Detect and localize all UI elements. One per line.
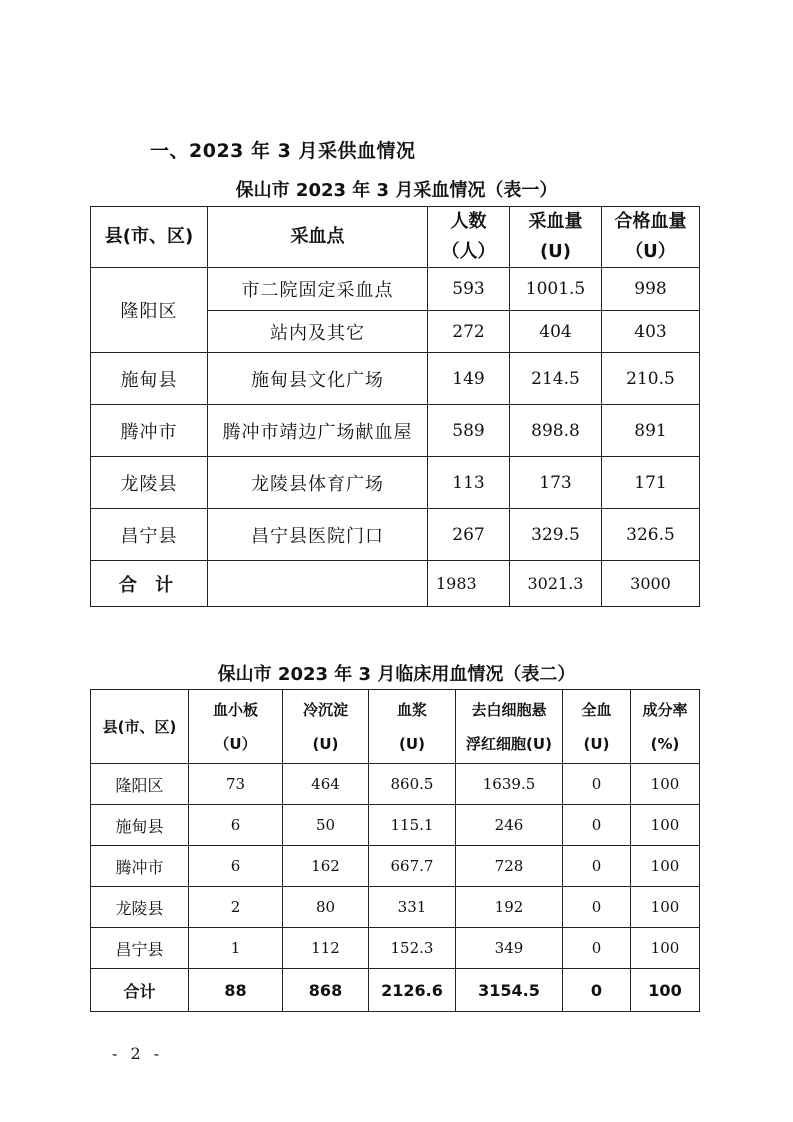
total-platelet: 88 bbox=[189, 969, 283, 1012]
table2-total-row bbox=[91, 969, 700, 1012]
plasma-cell: 115.1 bbox=[369, 805, 456, 846]
plasma-cell: 152.3 bbox=[369, 928, 456, 969]
county-cell: 龙陵县 bbox=[91, 887, 189, 928]
table-row bbox=[91, 887, 700, 928]
clinical-blood-use-table bbox=[90, 689, 700, 1012]
site-cell: 腾冲市靖边广场献血屋 bbox=[208, 405, 428, 457]
header-qualified-line2: （U） bbox=[625, 241, 676, 262]
table-row bbox=[91, 405, 700, 457]
plasma-cell: 667.7 bbox=[369, 846, 456, 887]
people-cell: 589 bbox=[428, 405, 510, 457]
cryo-cell: 464 bbox=[283, 764, 369, 805]
ratio-cell: 100 bbox=[631, 805, 700, 846]
qualified-cell: 171 bbox=[602, 457, 700, 509]
header-collected bbox=[510, 207, 602, 268]
total-ratio: 100 bbox=[631, 969, 700, 1012]
ratio-cell: 100 bbox=[631, 764, 700, 805]
table-row bbox=[91, 509, 700, 561]
header-whole bbox=[563, 690, 631, 764]
table-row bbox=[91, 928, 700, 969]
platelet-cell: 73 bbox=[189, 764, 283, 805]
header-plasma-line2: (U) bbox=[399, 734, 425, 753]
total-label: 合 计 bbox=[91, 561, 208, 607]
whole-cell: 0 bbox=[563, 764, 631, 805]
ratio-cell: 100 bbox=[631, 928, 700, 969]
county-cell: 腾冲市 bbox=[91, 405, 208, 457]
ratio-cell: 100 bbox=[631, 846, 700, 887]
total-cryo: 868 bbox=[283, 969, 369, 1012]
county-cell: 施甸县 bbox=[91, 805, 189, 846]
header-cryo-line2: (U) bbox=[312, 734, 339, 753]
site-cell: 市二院固定采血点 bbox=[208, 268, 428, 311]
county-cell: 腾冲市 bbox=[91, 846, 189, 887]
table-row bbox=[91, 846, 700, 887]
total-plasma: 2126.6 bbox=[369, 969, 456, 1012]
header-platelet bbox=[189, 690, 283, 764]
people-cell: 272 bbox=[428, 311, 510, 353]
header-ratio-line2: (%) bbox=[650, 734, 680, 753]
header-site: 采血点 bbox=[208, 207, 428, 268]
header-whole-line1: 全血 bbox=[581, 700, 612, 719]
header-county: 县(市、区) bbox=[91, 207, 208, 268]
header-rbc bbox=[456, 690, 563, 764]
header-whole-line2: (U) bbox=[583, 734, 610, 753]
total-site-cell bbox=[208, 561, 428, 607]
site-cell: 龙陵县体育广场 bbox=[208, 457, 428, 509]
total-qualified: 3000 bbox=[602, 561, 700, 607]
site-cell: 昌宁县医院门口 bbox=[208, 509, 428, 561]
whole-cell: 0 bbox=[563, 887, 631, 928]
header-people bbox=[428, 207, 510, 268]
county-cell: 昌宁县 bbox=[91, 928, 189, 969]
whole-cell: 0 bbox=[563, 928, 631, 969]
rbc-cell: 246 bbox=[456, 805, 563, 846]
table-row bbox=[91, 764, 700, 805]
header-plasma-line1: 血浆 bbox=[396, 700, 427, 719]
cryo-cell: 80 bbox=[283, 887, 369, 928]
collected-cell: 898.8 bbox=[510, 405, 602, 457]
total-whole: 0 bbox=[563, 969, 631, 1012]
whole-cell: 0 bbox=[563, 805, 631, 846]
county-cell: 施甸县 bbox=[91, 353, 208, 405]
collected-cell: 173 bbox=[510, 457, 602, 509]
table1-header-row bbox=[91, 207, 700, 268]
rbc-cell: 192 bbox=[456, 887, 563, 928]
table1-total-row bbox=[91, 561, 700, 607]
header-county: 县(市、区) bbox=[91, 690, 189, 764]
header-people-line1: 人数 bbox=[450, 211, 487, 232]
page-number: - 2 - bbox=[112, 1044, 164, 1063]
table-row bbox=[91, 268, 700, 311]
header-plasma bbox=[369, 690, 456, 764]
county-cell: 隆阳区 bbox=[91, 764, 189, 805]
total-collected: 3021.3 bbox=[510, 561, 602, 607]
county-cell: 昌宁县 bbox=[91, 509, 208, 561]
county-cell: 隆阳区 bbox=[91, 268, 208, 353]
header-qualified-line1: 合格血量 bbox=[614, 211, 687, 232]
collected-cell: 1001.5 bbox=[510, 268, 602, 311]
plasma-cell: 331 bbox=[369, 887, 456, 928]
header-collected-line2: (U) bbox=[539, 241, 572, 262]
qualified-cell: 891 bbox=[602, 405, 700, 457]
collected-cell: 404 bbox=[510, 311, 602, 353]
total-rbc: 3154.5 bbox=[456, 969, 563, 1012]
header-cryo-line1: 冷沉淀 bbox=[302, 700, 348, 719]
plasma-cell: 860.5 bbox=[369, 764, 456, 805]
header-platelet-line2: （U） bbox=[214, 734, 257, 753]
rbc-cell: 349 bbox=[456, 928, 563, 969]
header-collected-line1: 采血量 bbox=[528, 211, 583, 232]
platelet-cell: 1 bbox=[189, 928, 283, 969]
cryo-cell: 162 bbox=[283, 846, 369, 887]
platelet-cell: 6 bbox=[189, 805, 283, 846]
header-ratio bbox=[631, 690, 700, 764]
cryo-cell: 112 bbox=[283, 928, 369, 969]
blood-collection-table bbox=[90, 206, 700, 607]
collected-cell: 329.5 bbox=[510, 509, 602, 561]
rbc-cell: 728 bbox=[456, 846, 563, 887]
header-platelet-line1: 血小板 bbox=[212, 700, 258, 719]
total-label: 合计 bbox=[91, 969, 189, 1012]
table1-title: 保山市 2023 年 3 月采血情况（表一） bbox=[235, 180, 558, 201]
rbc-cell: 1639.5 bbox=[456, 764, 563, 805]
county-cell: 龙陵县 bbox=[91, 457, 208, 509]
table2-title: 保山市 2023 年 3 月临床用血情况（表二） bbox=[217, 664, 576, 685]
site-cell: 站内及其它 bbox=[208, 311, 428, 353]
platelet-cell: 2 bbox=[189, 887, 283, 928]
ratio-cell: 100 bbox=[631, 887, 700, 928]
qualified-cell: 998 bbox=[602, 268, 700, 311]
table2-header-row bbox=[91, 690, 700, 764]
people-cell: 267 bbox=[428, 509, 510, 561]
header-qualified bbox=[602, 207, 700, 268]
table-row bbox=[91, 457, 700, 509]
total-people: 1983 bbox=[428, 561, 510, 607]
qualified-cell: 403 bbox=[602, 311, 700, 353]
section-heading: 一、2023 年 3 月采供血情况 bbox=[150, 140, 416, 162]
whole-cell: 0 bbox=[563, 846, 631, 887]
qualified-cell: 210.5 bbox=[602, 353, 700, 405]
qualified-cell: 326.5 bbox=[602, 509, 700, 561]
site-cell: 施甸县文化广场 bbox=[208, 353, 428, 405]
table-row bbox=[91, 353, 700, 405]
people-cell: 113 bbox=[428, 457, 510, 509]
cryo-cell: 50 bbox=[283, 805, 369, 846]
header-cryo bbox=[283, 690, 369, 764]
header-ratio-line1: 成分率 bbox=[642, 700, 688, 719]
header-rbc-line1: 去白细胞悬 bbox=[471, 700, 547, 719]
header-people-line2: （人） bbox=[441, 241, 496, 262]
header-rbc-line2: 浮红细胞(U) bbox=[466, 734, 552, 753]
collected-cell: 214.5 bbox=[510, 353, 602, 405]
people-cell: 593 bbox=[428, 268, 510, 311]
people-cell: 149 bbox=[428, 353, 510, 405]
platelet-cell: 6 bbox=[189, 846, 283, 887]
table-row bbox=[91, 805, 700, 846]
